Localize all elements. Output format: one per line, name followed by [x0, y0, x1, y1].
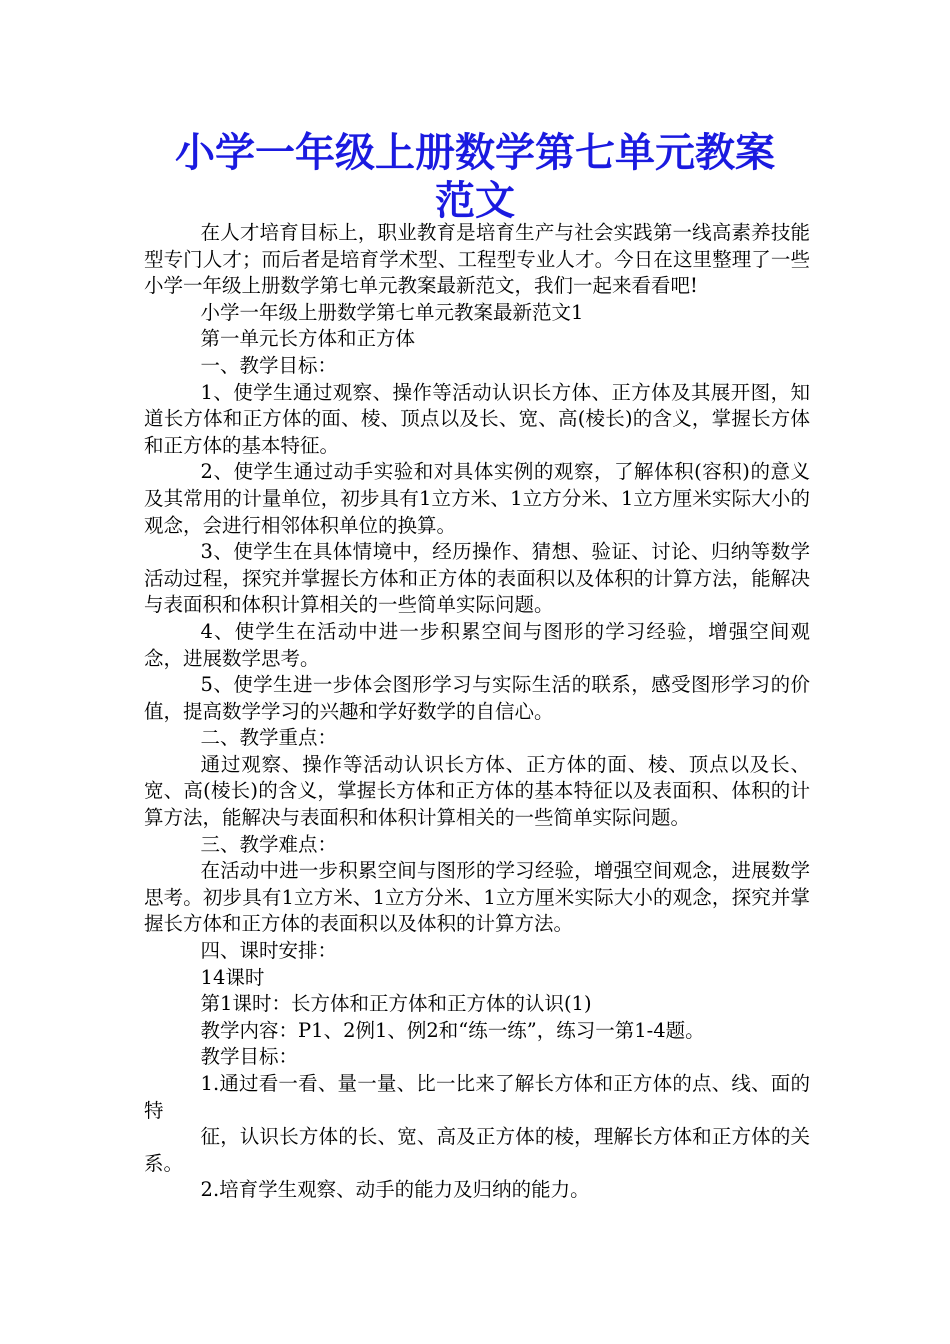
- objective-item: 5、使学生进一步体会图形学习与实际生活的联系，感受图形学习的价值，提高数学学习的兴趣和学好数学的自信心。: [144, 673, 810, 723]
- intro-paragraph: 在人才培育目标上，职业教育是培育生产与社会实践第一线高素养技能型专门人才；而后者是培育学术型、工程型专业人才。今日在这里整理了一些小学一年级上册数学第七单元教案最新范文，我们一起来看看吧!: [144, 221, 810, 298]
- subsection-heading: 四、课时安排：: [200, 939, 338, 963]
- objective-item: 3、使学生在具体情境中，经历操作、猜想、验证、讨论、归纳等数学活动过程，探究并掌握长方体和正方体的表面积以及体积的计算方法，能解决与表面积和体积计算相关的一些简单实际问题。: [144, 540, 810, 617]
- body-paragraph: 征，认识长方体的长、宽、高及正方体的棱，理解长方体和正方体的关系。: [144, 1125, 810, 1175]
- document-body: [144, 220, 810, 1204]
- document-title: 小学一年级上册数学第七单元教案: [175, 129, 775, 176]
- subsection-heading: 一、教学目标：: [200, 353, 338, 377]
- body-paragraph: 通过观察、操作等活动认识长方体、正方体的面、棱、顶点以及长、宽、高(棱长)的含义，掌握长方体和正方体的基本特征以及表面积、体积的计算方法，能解决与表面积和体积计算相关的一些简单实际问题。: [144, 752, 810, 830]
- body-line: 14课时: [200, 965, 265, 989]
- unit-heading: 第一单元长方体和正方体: [200, 327, 416, 351]
- objective-item: 2、使学生通过动手实验和对具体实例的观察，了解体积(容积)的意义及其常用的计量单位，初步具有1立方米、1立方分米、1立方厘米实际大小的观念，会进行相邻体积单位的换算。: [144, 460, 810, 537]
- body-paragraph: 在活动中进一步积累空间与图形的学习经验，增强空间观念，进展数学思考。初步具有1立方米、1立方分米、1立方厘米实际大小的观念，探究并掌握长方体和正方体的表面积以及体积的计算方法。: [144, 859, 810, 936]
- body-line: 教学目标：: [200, 1045, 299, 1069]
- body-line: 教学内容：P1、2例1、例2和“练一练”，练习一第1-4题。: [200, 1018, 705, 1042]
- subsection-heading: 二、教学重点：: [200, 726, 338, 750]
- objective-item: 4、使学生在活动中进一步积累空间与图形的学习经验，增强空间观念，进展数学思考。: [144, 619, 810, 670]
- body-paragraph: 1.通过看一看、量一量、比一比来了解长方体和正方体的点、线、面的特: [144, 1072, 810, 1122]
- section-heading: 小学一年级上册数学第七单元教案最新范文1: [200, 300, 584, 324]
- subsection-heading: 三、教学难点：: [200, 832, 338, 856]
- document-title-continued: 范文: [435, 177, 515, 224]
- objective-item: 1、使学生通过观察、操作等活动认识长方体、正方体及其展开图，知道长方体和正方体的面、棱、顶点以及长、宽、高(棱长)的含义，掌握长方体和正方体的基本特征。: [144, 380, 810, 457]
- body-line: 第1课时：长方体和正方体和正方体的认识(1): [200, 992, 592, 1016]
- body-line: 2.培育学生观察、动手的能力及归纳的能力。: [200, 1178, 590, 1202]
